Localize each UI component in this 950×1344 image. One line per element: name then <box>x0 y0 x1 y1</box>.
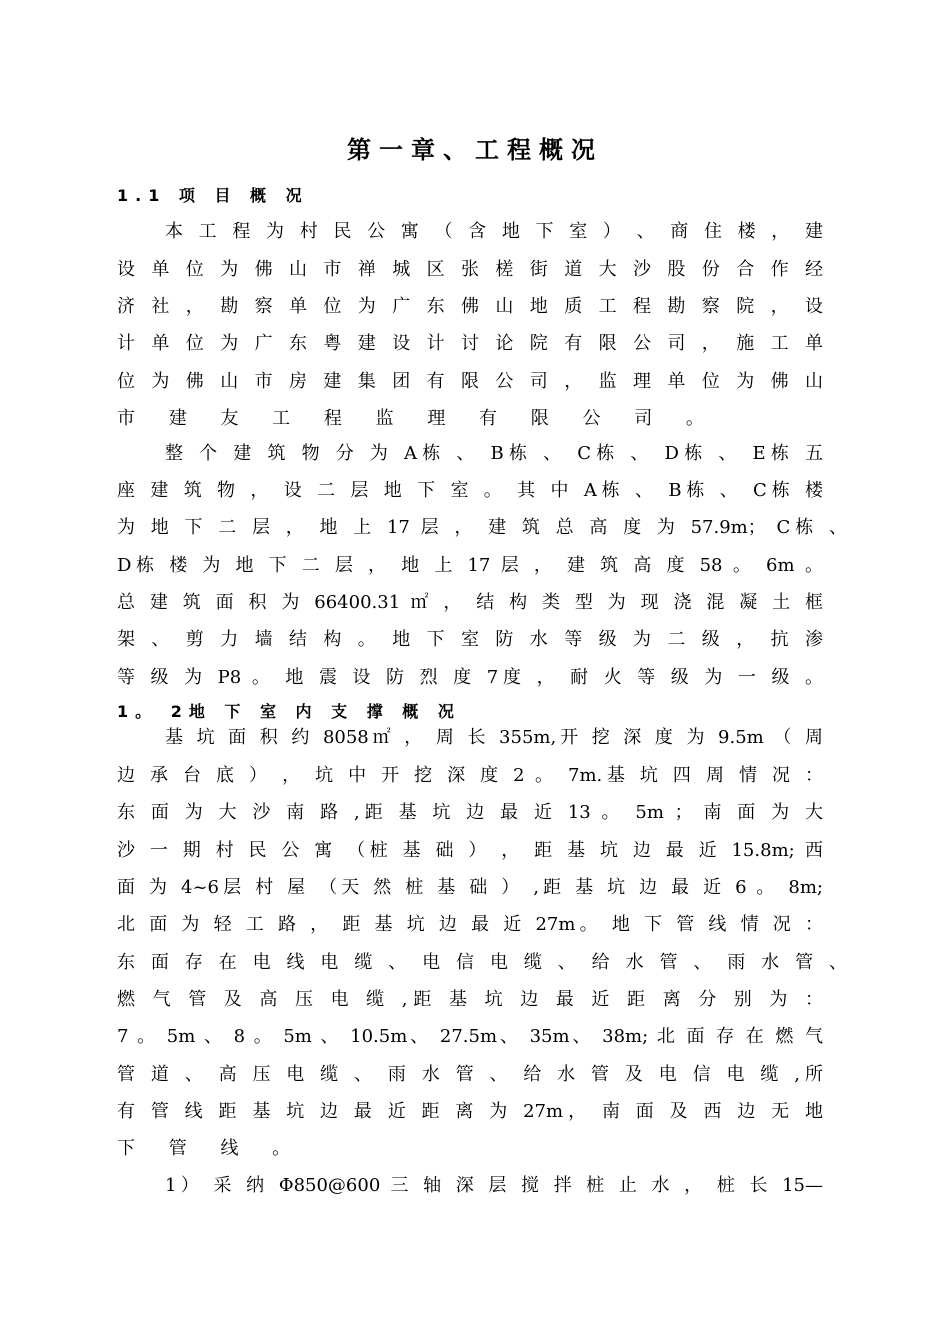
paragraph-line: 等 级 为 P8 。 地 震 设 防 烈 度 7度 ， 耐 火 等 级 为 一 级 。 <box>117 667 823 688</box>
paragraph-line: 7 。 5m 、 8 。 5m 、 10.5m、 27.5m、 35m、 38m; 北 面 存 在 燃 气 <box>117 1026 823 1047</box>
paragraph-line: 基 坑 面 积 约 8058㎡ ， 周 长 355m,开 挖 深 度 为 9.5m （ 周 <box>165 727 823 748</box>
paragraph-line: 整 个 建 筑 物 分 为 A栋 、 B栋 、 C栋 、 D栋 、 E栋 五 <box>165 443 823 464</box>
paragraph-line: 下 管 线 。 <box>117 1138 305 1159</box>
paragraph-line: 计 单 位 为 广 东 粤 建 设 计 讨 论 院 有 限 公 司 ， 施 工 单 <box>117 333 823 354</box>
paragraph-line: 东 面 为 大 沙 南 路 ,距 基 坑 边 最 近 13 。 5m ； 南 面 为 大 <box>117 802 823 823</box>
paragraph-line: 燃 气 管 及 高 压 电 缆 ,距 基 坑 边 最 近 距 离 分 别 为 ： <box>117 989 823 1010</box>
paragraph-line: 有 管 线 距 基 坑 边 最 近 距 离 为 27m， 南 面 及 西 边 无 地 <box>117 1101 823 1122</box>
paragraph-line: 1） 采 纳 Φ850@600 三 轴 深 层 搅 拌 桩 止 水 ， 桩 长 15— <box>165 1175 823 1196</box>
paragraph-line: 市 建 友 工 程 监 理 有 限 公 司 。 <box>117 408 718 429</box>
paragraph-line: D栋 楼 为 地 下 二 层 ， 地 上 17 层 ， 建 筑 高 度 58 。 6m 。 <box>117 555 823 576</box>
paragraph-line: 面 为 4~6层 村 屋 （天 然 桩 基 础 ） ,距 基 坑 边 最 近 6 。 8m; <box>117 877 823 898</box>
paragraph-line: 总 建 筑 面 积 为 66400.31 ㎡ ， 结 构 类 型 为 现 浇 混 凝 土 框 <box>117 592 823 613</box>
section-heading-1-1: 1.1 项 目 概 况 <box>117 186 309 205</box>
paragraph-line: 本 工 程 为 村 民 公 寓 （ 含 地 下 室 ） 、 商 住 楼 ， 建 <box>165 221 823 242</box>
paragraph-line: 为 地 下 二 层 ， 地 上 17 层 ， 建 筑 总 高 度 为 57.9m； C栋 、 <box>117 517 847 538</box>
paragraph-line: 北 面 为 轻 工 路 ， 距 基 坑 边 最 近 27m。 地 下 管 线 情 况 ： <box>117 914 823 935</box>
paragraph-line: 东 面 存 在 电 线 电 缆 、 电 信 电 缆 、 给 水 管 、 雨 水 管 、 <box>117 952 847 973</box>
paragraph-line: 位 为 佛 山 市 房 建 集 团 有 限 公 司 ， 监 理 单 位 为 佛 山 <box>117 371 823 392</box>
paragraph-line: 座 建 筑 物 ， 设 二 层 地 下 室 。 其 中 A栋 、 B栋 、 C栋 楼 <box>117 480 823 501</box>
paragraph-line: 边 承 台 底 ） ， 坑 中 开 挖 深 度 2 。 7m.基 坑 四 周 情 况 ： <box>117 765 823 786</box>
section-heading-1-2: 1。 2地 下 室 内 支 撑 概 况 <box>117 702 461 721</box>
chapter-title: 第一章、工程概况 <box>347 136 603 164</box>
paragraph-line: 设 单 位 为 佛 山 市 禅 城 区 张 槎 街 道 大 沙 股 份 合 作 经 <box>117 259 823 280</box>
paragraph-line: 架 、 剪 力 墙 结 构 。 地 下 室 防 水 等 级 为 二 级 ， 抗 渗 <box>117 629 823 650</box>
paragraph-line: 管 道 、 高 压 电 缆 、 雨 水 管 、 给 水 管 及 电 信 电 缆 ,所 <box>117 1064 823 1085</box>
paragraph-line: 济 社 ， 勘 察 单 位 为 广 东 佛 山 地 质 工 程 勘 察 院 ， 设 <box>117 296 823 317</box>
paragraph-line: 沙 一 期 村 民 公 寓 （桩 基 础 ） ， 距 基 坑 边 最 近 15.8m; 西 <box>117 840 823 861</box>
